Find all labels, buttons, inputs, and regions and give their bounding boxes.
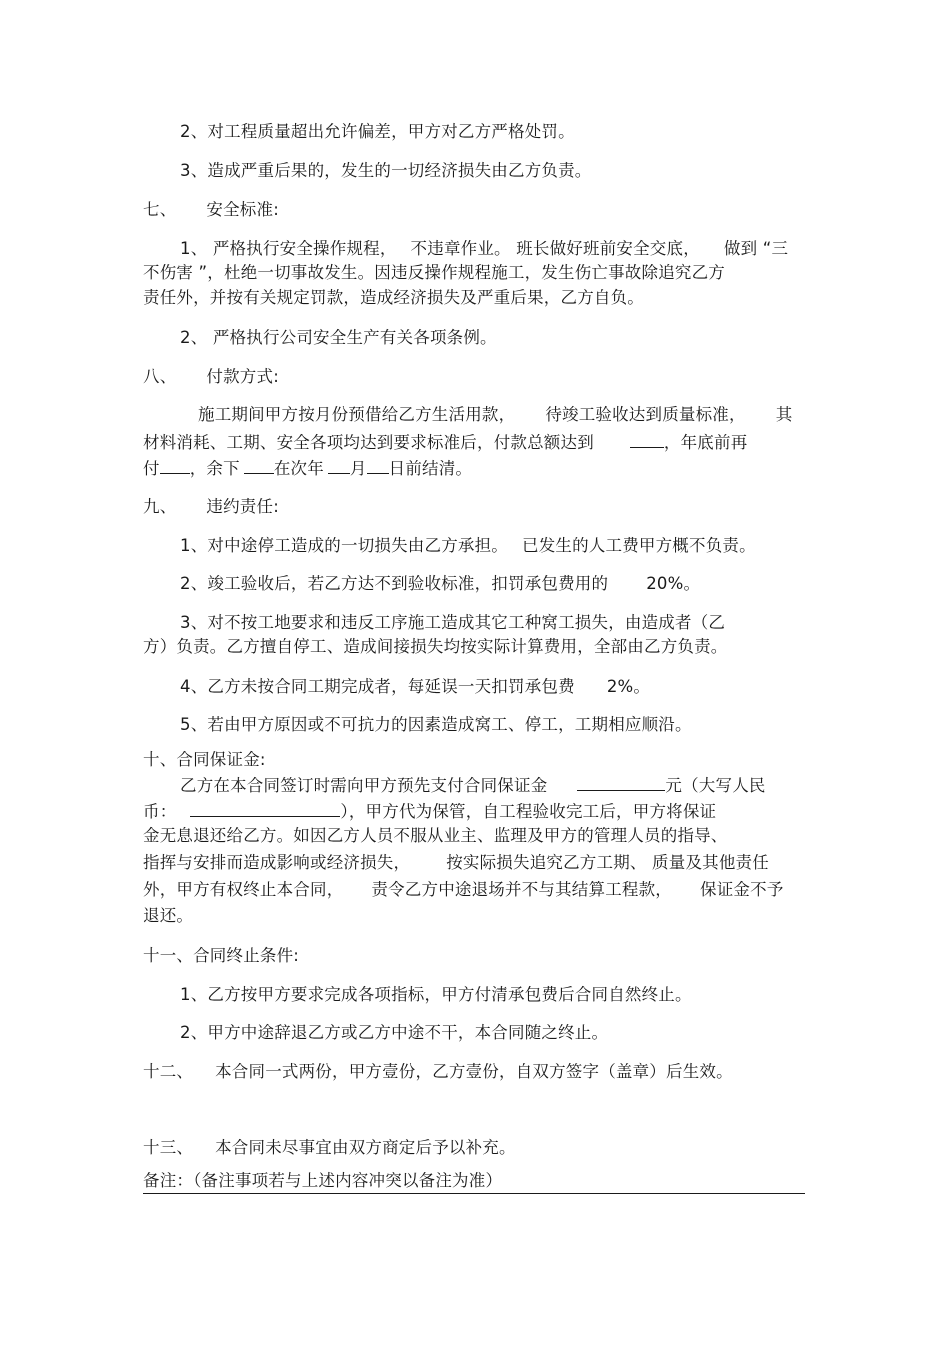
remarks-line: 备注：（备注事项若与上述内容冲突以备注为准） xyxy=(143,1171,503,1190)
section-title: 安全标准: xyxy=(206,200,279,219)
section-number: 九、 xyxy=(143,497,177,516)
text-run: 日前结清。 xyxy=(388,459,473,478)
blank-remainder[interactable] xyxy=(244,458,274,474)
text-run: 指挥与安排而造成影响或经济损失， xyxy=(143,853,411,872)
section-number: 七、 xyxy=(143,200,177,219)
clause-9-1 xyxy=(180,536,756,556)
section-12 xyxy=(143,1062,733,1082)
text-run: 20%。 xyxy=(646,574,701,593)
text-run: 月 xyxy=(349,459,367,478)
section-number: 八、 xyxy=(143,367,177,386)
blank-total-amount[interactable] xyxy=(630,432,664,448)
text-run: 1、 严格执行安全操作规程， xyxy=(180,239,397,258)
payment-line-3 xyxy=(143,458,472,479)
blank-day[interactable] xyxy=(367,458,389,474)
clause-7-1 xyxy=(180,239,788,259)
blank-month[interactable] xyxy=(328,458,350,474)
text-run: 待竣工验收达到质量标准， xyxy=(545,405,746,424)
deposit-line-6: 退还。 xyxy=(143,906,194,925)
section-7-heading xyxy=(143,200,279,220)
text-run: 责令乙方中途退场并不与其结算工程款， xyxy=(371,880,673,899)
section-text: 本合同未尽事宜由双方商定后予以补充。 xyxy=(215,1138,516,1157)
clause-9-3-cont: 方）负责。乙方擅自停工、造成间接损失均按实际计算费用，全部由乙方负责。 xyxy=(143,637,728,656)
text-run: ），甲方代为保管，自工程验收完工后，甲方将保证 xyxy=(340,802,717,821)
text-run: 做到 “三 xyxy=(723,239,789,258)
section-title: 付款方式: xyxy=(206,367,279,386)
section-10-heading: 十、合同保证金: xyxy=(143,750,266,769)
text-run: 元（大写人民 xyxy=(665,776,766,795)
payment-line-1 xyxy=(198,405,792,425)
clause-6-2: 2、对工程质量超出允许偏差，甲方对乙方严格处罚。 xyxy=(180,122,575,141)
clause-7-1-cont-2: 责任外，并按有关规定罚款，造成经济损失及严重后果，乙方自负。 xyxy=(143,288,644,307)
text-run: 施工期间甲方按月份预借给乙方生活用款， xyxy=(198,405,516,424)
text-run: ，余下 xyxy=(189,459,240,478)
section-8-heading xyxy=(143,367,279,387)
text-run: 2%。 xyxy=(606,677,651,696)
text-run: 材料消耗、工期、安全各项均达到要求标准后，付款总额达到 xyxy=(143,433,594,452)
deposit-line-3: 金无息退还给乙方。如因乙方人员不服从业主、监理及甲方的管理人员的指导、 xyxy=(143,826,728,845)
text-run: 已发生的人工费甲方概不负责。 xyxy=(522,536,756,555)
text-run: 外，甲方有权终止本合同， xyxy=(143,880,344,899)
section-title: 违约责任: xyxy=(206,497,279,516)
clause-9-3: 3、对不按工地要求和违反工序施工造成其它工种窝工损失，由造成者（乙 xyxy=(180,613,726,632)
deposit-line-2 xyxy=(143,801,716,822)
text-run: 币： xyxy=(143,802,177,821)
text-run: 2、竣工验收后，若乙方达不到验收标准，扣罚承包费用的 xyxy=(180,574,609,593)
blank-deposit-amount[interactable] xyxy=(577,775,665,791)
clause-6-3: 3、造成严重后果的，发生的一切经济损失由乙方负责。 xyxy=(180,161,592,180)
clause-9-4 xyxy=(180,677,650,697)
deposit-line-4 xyxy=(143,853,769,873)
text-run: 在次年 xyxy=(273,459,324,478)
text-run: 付 xyxy=(143,459,160,478)
clause-11-2: 2、甲方中途辞退乙方或乙方中途不干，本合同随之终止。 xyxy=(180,1023,609,1042)
text-run: 乙方在本合同签订时需向甲方预先支付合同保证金 xyxy=(180,776,548,795)
deposit-line-1 xyxy=(180,775,766,796)
text-run: 按实际损失追究乙方工期、 质量及其他责任 xyxy=(446,853,769,872)
section-number: 十二、 xyxy=(143,1062,194,1081)
text-run: 保证金不予 xyxy=(700,880,784,899)
blank-year-end-payment[interactable] xyxy=(160,458,190,474)
text-run: 其 xyxy=(775,405,793,424)
section-number: 十三、 xyxy=(143,1138,194,1157)
section-13 xyxy=(143,1138,516,1158)
payment-line-2 xyxy=(143,432,747,453)
blank-deposit-amount-in-words[interactable] xyxy=(190,801,340,817)
clause-9-5: 5、若由甲方原因或不可抗力的因素造成窝工、停工，工期相应顺沿。 xyxy=(180,715,692,734)
clause-9-2 xyxy=(180,574,700,594)
text-run: 不违章作业。 班长做好班前安全交底， xyxy=(410,239,700,258)
text-run: 4、乙方未按合同工期完成者，每延误一天扣罚承包费 xyxy=(180,677,575,696)
clause-7-1-cont-1: 不伤害 ”，杜绝一切事故发生。因违反操作规程施工，发生伤亡事故除追究乙方 xyxy=(143,263,725,282)
clause-11-1: 1、乙方按甲方要求完成各项指标，甲方付清承包费后合同自然终止。 xyxy=(180,985,692,1004)
clause-7-2: 2、 严格执行公司安全生产有关各项条例。 xyxy=(180,328,497,347)
section-9-heading xyxy=(143,497,279,517)
deposit-line-5 xyxy=(143,880,784,900)
text-run: 1、对中途停工造成的一切损失由乙方承担。 xyxy=(180,536,508,555)
remarks-underline xyxy=(143,1193,805,1194)
text-run: ，年底前再 xyxy=(663,433,748,452)
section-11-heading: 十一、合同终止条件: xyxy=(143,946,300,965)
section-text: 本合同一式两份，甲方壹份，乙方壹份，自双方签字（盖章）后生效。 xyxy=(215,1062,733,1081)
